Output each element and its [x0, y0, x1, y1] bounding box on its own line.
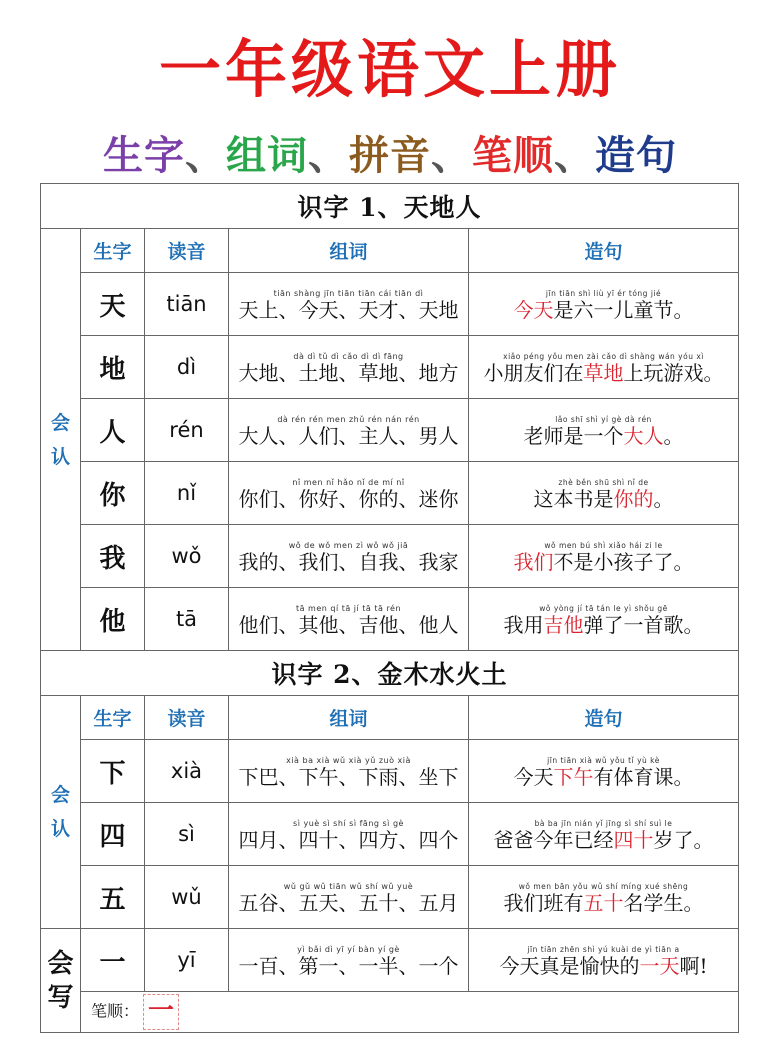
sentence-segment: 今天: [513, 764, 554, 789]
sentence-segment: 今天真是愉快的: [499, 953, 640, 978]
group-label-char: 会: [50, 784, 70, 806]
sentence-text: [469, 892, 738, 914]
table-row: [41, 866, 739, 929]
sentence-text: [469, 766, 738, 788]
sentence-segment: 。: [663, 423, 684, 448]
example-sentence: [469, 803, 739, 866]
stroke-order-char: 一: [148, 996, 175, 1026]
subtitle-part: 、: [308, 132, 349, 179]
table-row: [41, 273, 739, 336]
sentence-text: [469, 614, 738, 636]
example-sentence: [469, 866, 739, 929]
character-cell: 一: [81, 929, 145, 992]
sentence-highlight: 草地: [583, 360, 624, 385]
header-row: [41, 229, 739, 273]
example-sentence: [469, 336, 739, 399]
character-cell: 你: [81, 462, 145, 525]
pinyin-reading: nǐ: [145, 462, 229, 525]
word-text: 四月、四十、四方、四个: [238, 827, 459, 852]
sentence-pinyin: bà ba jīn nián yǐ jīng sì shí suì le: [534, 818, 673, 828]
character-cell: 四: [81, 803, 145, 866]
header-reading: 读音: [145, 696, 229, 740]
section-title: 识字 1、天地人: [41, 184, 739, 229]
word-text: 他们、其他、吉他、他人: [238, 612, 459, 637]
word-combos: [229, 588, 469, 651]
sentence-pinyin: wǒ men bú shì xiǎo hái zi le: [544, 540, 663, 550]
word-text: 天上、今天、天才、天地: [238, 297, 459, 322]
sentence-text: [469, 299, 738, 321]
table-row: [41, 588, 739, 651]
sentence-pinyin: lǎo shī shì yí gè dà rén: [555, 414, 652, 424]
table-row: [41, 525, 739, 588]
subtitle-part: 生字: [103, 132, 185, 179]
sentence-segment: 这本书是: [533, 486, 614, 511]
word-pinyin: nǐ men nǐ hǎo nǐ de mí nǐ: [292, 477, 405, 487]
page-title: 一年级语文上册: [158, 33, 621, 106]
sentence-text: [469, 425, 738, 447]
sentence-highlight: 你的: [613, 486, 654, 511]
subtitle-part: 组词: [226, 132, 308, 179]
stroke-order-row: [41, 992, 739, 1033]
sentence-text: [469, 488, 738, 510]
character-cell: 地: [81, 336, 145, 399]
header-words: 组词: [229, 229, 469, 273]
word-combos: [229, 462, 469, 525]
word-combos: [229, 525, 469, 588]
word-combos: [229, 740, 469, 803]
pinyin-reading: wǔ: [145, 866, 229, 929]
example-sentence: [469, 588, 739, 651]
word-pinyin: wǒ de wǒ men zì wǒ wǒ jiā: [288, 540, 409, 550]
sentence-segment: 爸爸今年已经: [493, 827, 614, 852]
group-label-char: 会: [47, 948, 74, 979]
sentence-highlight: 五十: [583, 890, 624, 915]
pinyin-reading: sì: [145, 803, 229, 866]
subtitle-part: 、: [554, 132, 595, 179]
header-char: 生字: [81, 696, 145, 740]
page-subtitle: [0, 128, 780, 184]
character-cell: 我: [81, 525, 145, 588]
group-label: [41, 929, 81, 1033]
sentence-highlight: 今天: [513, 297, 554, 322]
sentence-pinyin: wǒ yòng jí tā tán le yì shǒu gē: [539, 603, 668, 613]
character-cell: 他: [81, 588, 145, 651]
sentence-segment: 我们班有: [503, 890, 584, 915]
section-title-row: [41, 184, 739, 229]
header-row: [41, 696, 739, 740]
subtitle-part: 笔顺: [472, 132, 554, 179]
word-pinyin: tiān shàng jīn tiān tiān cái tiān dì: [273, 288, 424, 298]
word-pinyin: tā men qí tā jí tā tā rén: [295, 603, 402, 613]
example-sentence: [469, 399, 739, 462]
stroke-order-cell: [81, 992, 739, 1033]
word-text: 你们、你好、你的、迷你: [238, 486, 459, 511]
table-row: [41, 803, 739, 866]
example-sentence: [469, 273, 739, 336]
group-label-char: 认: [50, 445, 70, 468]
sentence-segment: 弹了一首歌。: [583, 612, 704, 637]
sentence-highlight: 我们: [513, 549, 554, 574]
group-label-char: 会: [50, 411, 70, 434]
sentence-segment: 上玩游戏。: [623, 360, 724, 385]
word-text: 一百、第一、一半、一个: [238, 953, 459, 978]
sentence-segment: 是六一儿童节。: [553, 297, 694, 322]
example-sentence: [469, 929, 739, 992]
sentence-pinyin: zhè běn shū shì nǐ de: [558, 477, 649, 487]
pinyin-reading: dì: [145, 336, 229, 399]
word-pinyin: dà rén rén men zhǔ rén nán rén: [277, 414, 420, 424]
character-cell: 下: [81, 740, 145, 803]
word-combos: [229, 866, 469, 929]
sentence-pinyin: jīn tiān zhēn shì yú kuài de yì tiān a: [527, 944, 680, 954]
sentence-text: [469, 829, 738, 851]
sentence-highlight: 一天: [639, 953, 680, 978]
sentence-pinyin: xiǎo péng yǒu men zài cǎo dì shàng wán yóu xì: [503, 351, 704, 361]
sentence-pinyin: jīn tiān xià wǔ yǒu tǐ yù kè: [547, 755, 660, 765]
sentence-segment: 。: [653, 486, 674, 511]
word-combos: [229, 273, 469, 336]
sentence-segment: 有体育课。: [593, 764, 694, 789]
sentence-highlight: 四十: [613, 827, 654, 852]
sentence-segment: 老师是一个: [523, 423, 624, 448]
sentence-segment: 不是小孩子了。: [553, 549, 694, 574]
word-pinyin: sì yuè sì shí sì fāng sì gè: [293, 818, 404, 828]
sentence-segment: 我用: [503, 612, 544, 637]
stroke-order-box: [143, 994, 179, 1030]
pinyin-reading: wǒ: [145, 525, 229, 588]
word-pinyin: yì bǎi dì yī yí bàn yí gè: [297, 944, 400, 954]
example-sentence: [469, 462, 739, 525]
sentence-segment: 小朋友们在: [483, 360, 584, 385]
example-sentence: [469, 525, 739, 588]
header-reading: 读音: [145, 229, 229, 273]
header-sentence: 造句: [469, 696, 739, 740]
subtitle-part: 、: [185, 132, 226, 179]
header-words: 组词: [229, 696, 469, 740]
group-label: [41, 696, 81, 929]
sentence-highlight: 下午: [553, 764, 594, 789]
table-row: [41, 336, 739, 399]
word-combos: [229, 929, 469, 992]
pinyin-reading: xià: [145, 740, 229, 803]
character-cell: 人: [81, 399, 145, 462]
header-sentence: 造句: [469, 229, 739, 273]
word-text: 我的、我们、自我、我家: [238, 549, 459, 574]
subtitle-part: 拼音: [349, 132, 431, 179]
pinyin-reading: tiān: [145, 273, 229, 336]
word-combos: [229, 803, 469, 866]
sentence-text: [469, 955, 738, 977]
header-char: 生字: [81, 229, 145, 273]
word-combos: [229, 336, 469, 399]
example-sentence: [469, 740, 739, 803]
group-label-char: 认: [50, 818, 70, 840]
sentence-pinyin: wǒ men bān yǒu wǔ shí míng xué shēng: [518, 881, 689, 891]
character-cell: 天: [81, 273, 145, 336]
subtitle-part: 、: [431, 132, 472, 179]
sentence-text: [469, 362, 738, 384]
table-row: [41, 740, 739, 803]
stroke-order-label: 笔顺：: [91, 1001, 140, 1021]
word-combos: [229, 399, 469, 462]
section-title: 识字 2、金木水火土: [41, 651, 739, 696]
section-title-row: [41, 651, 739, 696]
word-text: 大地、土地、草地、地方: [238, 360, 459, 385]
table-row: [41, 462, 739, 525]
character-cell: 五: [81, 866, 145, 929]
sentence-highlight: 吉他: [543, 612, 584, 637]
word-text: 五谷、五天、五十、五月: [238, 890, 459, 915]
sentence-segment: 岁了。: [653, 827, 714, 852]
word-pinyin: dà dì tǔ dì cǎo dì dì fāng: [293, 351, 404, 361]
word-pinyin: wǔ gǔ wǔ tiān wǔ shí wǔ yuè: [283, 881, 414, 891]
sentence-segment: 名学生。: [623, 890, 704, 915]
subtitle-part: 造句: [595, 132, 677, 179]
vocabulary-table: [40, 183, 739, 1033]
pinyin-reading: yī: [145, 929, 229, 992]
word-pinyin: xià ba xià wǔ xià yǔ zuò xià: [286, 755, 411, 765]
pinyin-reading: rén: [145, 399, 229, 462]
table-row: [41, 929, 739, 992]
group-label-char: 写: [47, 982, 74, 1013]
word-text: 下巴、下午、下雨、坐下: [238, 764, 459, 789]
pinyin-reading: tā: [145, 588, 229, 651]
table-row: [41, 399, 739, 462]
group-label: [41, 229, 81, 651]
sentence-text: [469, 551, 738, 573]
sentence-segment: 啊!: [679, 953, 708, 978]
word-text: 大人、人们、主人、男人: [238, 423, 459, 448]
sentence-highlight: 大人: [623, 423, 664, 448]
sentence-pinyin: jīn tiān shì liù yī ér tóng jié: [545, 288, 662, 298]
